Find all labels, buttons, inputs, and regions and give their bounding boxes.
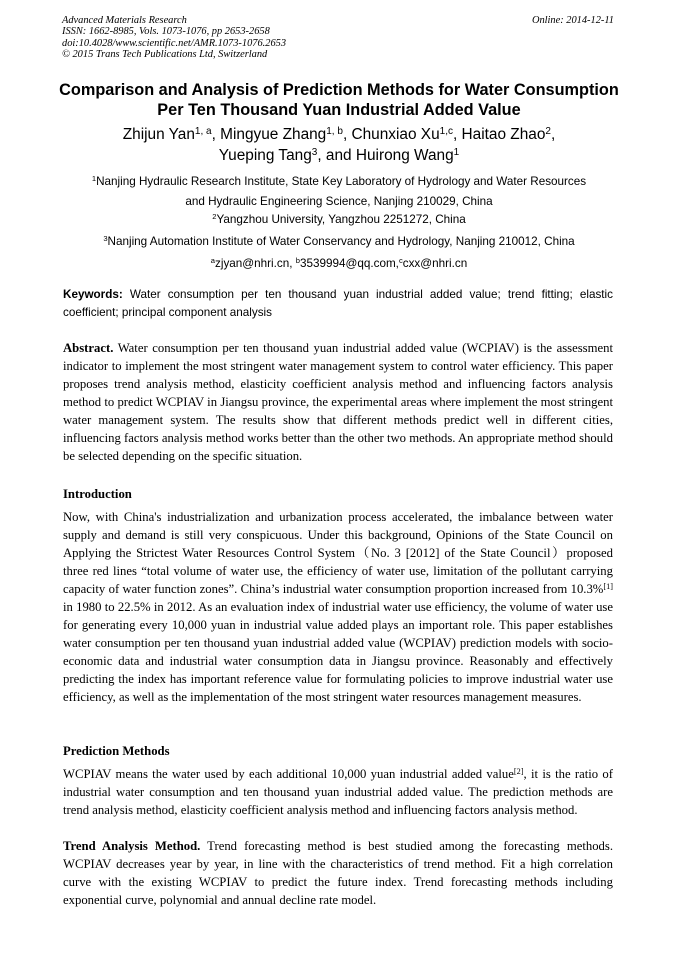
- author-name: Huirong Wang: [355, 147, 454, 164]
- introduction-paragraph: [63, 508, 613, 706]
- title-line-2: Per Ten Thousand Yuan Industrial Added Value: [157, 101, 521, 119]
- copyright-line: © 2015 Trans Tech Publications Ltd, Switzerland: [62, 48, 268, 60]
- prediction-text-1: WCPIAV means the water used by each additional 10,000 yuan industrial added value: [63, 767, 514, 781]
- affiliation-1: [40, 172, 638, 211]
- affiliation-text: Nanjing Hydraulic Research Institute, State Key Laboratory of Hydrology and Water Resources: [96, 175, 587, 188]
- affiliation-text: Nanjing Automation Institute of Water Conservancy and Hydrology, Nanjing 210012, China: [107, 235, 575, 248]
- online-date: Online: 2014-12-11: [531, 15, 614, 26]
- keywords-label: Keywords:: [63, 288, 123, 301]
- author-name: Yueping Tang: [218, 147, 312, 164]
- paper-title: [40, 80, 638, 120]
- author-line-2: [40, 145, 638, 166]
- author-separator: , and: [317, 147, 356, 164]
- author-separator: ,: [211, 126, 221, 143]
- affiliation-3: [40, 232, 638, 252]
- email-line: [40, 254, 638, 274]
- author-separator: ,: [452, 126, 462, 143]
- introduction-text-2: in 1980 to 22.5% in 2012. As an evaluation index of industrial water use efficiency, the volume of water use for generating every 10,000 yuan in industrial value added plays an important role. This paper establishes water consumption per ten thousand yuan industrial added value (WCPIAV) prediction models with socio-economic data and industrial water consumption data in Jiangsu province. Reasonably and effectively predicting the index has important reference value for formulating policies to improve industrial water use efficiency, as well as the implementation of the most stringent water resources management measures.: [63, 600, 613, 704]
- author-list: [40, 124, 638, 166]
- author-separator: ,: [342, 126, 352, 143]
- author-name: Mingyue Zhang: [220, 126, 327, 143]
- doi-line: doi:10.4028/www.scientific.net/AMR.1073-1076.2653: [62, 37, 287, 49]
- affiliation-sup: 2: [212, 212, 217, 222]
- abstract-label: Abstract.: [63, 341, 114, 355]
- author-name: Chunxiao Xu: [351, 126, 440, 143]
- introduction-heading: Introduction: [63, 487, 132, 501]
- affiliation-sup: 1: [91, 174, 97, 184]
- author-line-1: Zhijun Yan$^{1, a}$, Mingyue Zhang$^{1, b}$, Chunxiao Xu$^{1,c}$, Haitao Zhao$^2$,: [122, 126, 556, 143]
- author-name: Zhijun Yan: [122, 126, 195, 143]
- keywords-text: Water consumption per ten thousand yuan industrial added value; trend fitting; elastic coefficient; principal component analysis: [63, 288, 613, 319]
- author-name: Haitao Zhao: [461, 126, 546, 143]
- issn-line: ISSN: 1662-8985, Vols. 1073-1076, pp 2653-2658: [62, 26, 270, 38]
- author-sup: 3: [311, 147, 318, 158]
- prediction-text-2: , it is the ratio of industrial water consumption and ten thousand yuan industrial added value. The prediction methods are trend analysis method, elasticity coefficient analysis method and influencing factors analysis method.: [63, 767, 613, 817]
- affiliation-2: [40, 210, 638, 230]
- author-sup: 1, a: [194, 126, 212, 137]
- affiliation-text: Yangzhou University, Yangzhou 2251272, China: [216, 213, 466, 226]
- running-header: [62, 15, 614, 60]
- trend-analysis-label: Trend Analysis Method.: [63, 839, 201, 853]
- email-sup: c: [398, 256, 403, 266]
- trend-analysis-text: Trend forecasting method is best studied among the forecasting methods. WCPIAV decreases year by year, in line with the characteristics of trend method. Fit a high correlation curve with the existing WCPIAV to predict the future index. Trend forecasting methods including exponential curve, polynomial and annual decline rate model.: [63, 839, 613, 907]
- abstract: [63, 339, 613, 465]
- affiliation-1-line-2: and Hydraulic Engineering Science, Nanjing 210029, China: [185, 194, 493, 208]
- prediction-paragraph: [63, 765, 613, 819]
- keywords: [63, 286, 613, 322]
- prediction-methods-heading: Prediction Methods: [63, 744, 170, 758]
- citation-2: [2]: [513, 766, 524, 776]
- introduction-text-1: Now, with China's industrialization and urbanization process accelerated, the imbalance between water supply and demand is still very conspicuous. Under this background, Opinions of the State Council on Applying the Strictest Water Resources Control System（No. 3 [2012] of the State Council）proposed three red lines “total volume of water use, the efficiency of water use, limitation of the pollutant carrying capacity of water function zones”. China’s industrial water consumption proportion increased from 10.3%: [63, 510, 613, 596]
- title-line-1: Comparison and Analysis of Prediction Methods for Water Consumption: [59, 81, 619, 99]
- trend-analysis-paragraph: [63, 837, 613, 909]
- abstract-text: Water consumption per ten thousand yuan industrial added value (WCPIAV) is the assessment indicator to implement the most stringent water management system to control water efficiency. This paper proposes trend analysis method, elasticity coefficient analysis method and influencing factors analysis method to predict WCPIAV in Jiangsu province, the experimental areas where implement the most stringent water management system. The results show that different methods predict well in different cities, influencing factors analysis method works better than the other two methods. An appropriate method should be selected depending on the specific situation.: [63, 341, 613, 463]
- journal-name: Advanced Materials Research: [62, 15, 187, 26]
- author-sup: 2: [545, 126, 551, 137]
- author-sup: 1, b: [326, 126, 343, 137]
- author-sup: 1: [453, 147, 460, 158]
- affiliation-sup: 3: [103, 234, 108, 244]
- author-sup: 1,c: [439, 126, 453, 137]
- email-sup: a: [210, 256, 216, 266]
- email-c: cxx@nhri.cn: [402, 257, 468, 270]
- email-a: zjyan@nhri.cn,: [215, 257, 296, 270]
- email-sup: b: [295, 256, 300, 266]
- affiliation-1-line-1: [40, 172, 638, 192]
- email-b: 3539994@qq.com,: [299, 257, 399, 270]
- citation-1: [1]: [603, 581, 613, 591]
